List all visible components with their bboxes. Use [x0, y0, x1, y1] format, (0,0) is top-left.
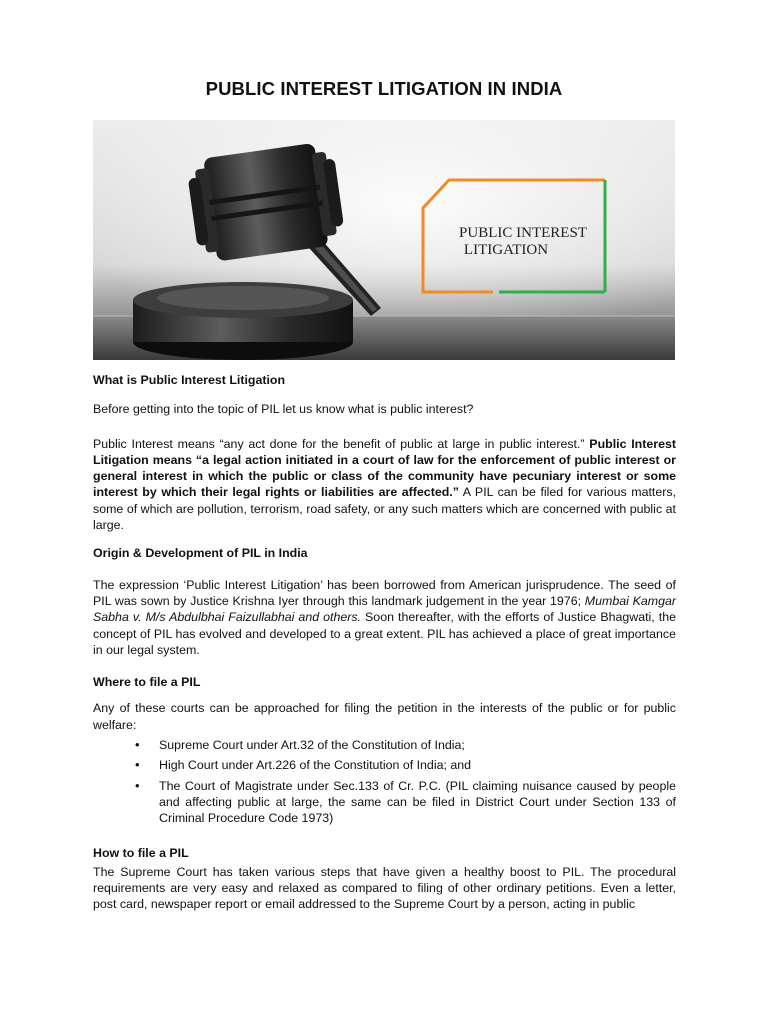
section-heading-origin: Origin & Development of PIL in India — [93, 546, 308, 561]
gavel-head — [185, 140, 346, 264]
section-heading-where-to-file: Where to file a PIL — [93, 675, 201, 690]
text-run: A PIL can be filed for various matters, some of which are pollution, terrorism, road safety, or any such matters which are concerned with public at large. — [93, 485, 676, 533]
court-list — [93, 737, 676, 826]
bold-definition: Public Interest Litigation means “a legal action initiated in a court of law for the enforcement of public interest or general interest in which the public or class of the community have pecuniary interest or some interest by which their legal rights or liabilities are affected.” — [93, 436, 677, 500]
text-run: Public Interest means “any act done for the benefit of public at large in public interest.” — [93, 436, 585, 451]
list-item: • The Court of Magistrate under Sec.133 of Cr. P.C. (PIL claiming nuisance caused by people and affecting public at large, the same can be filed in District Court under Section 133 of Criminal Procedure Code 1973) — [159, 778, 676, 827]
paragraph-intro: Before getting into the topic of PIL let us know what is public interest? — [93, 402, 474, 417]
sound-block — [133, 282, 353, 360]
text-run: The expression ‘Public Interest Litigation’ has been borrowed from American jurisprudence. The seed of PIL was sown by Justice Krishna Iyer through this landmark judgement in the year 1976; — [93, 577, 676, 608]
list-item: • Supreme Court under Art.32 of the Constitution of India; — [159, 737, 676, 753]
hero-title-line2: LITIGATION — [463, 242, 549, 258]
page-title: PUBLIC INTEREST LITIGATION IN INDIA — [205, 78, 563, 99]
paragraph-definition — [93, 436, 676, 534]
hero-title-line1: PUBLIC INTEREST — [459, 225, 587, 241]
paragraph-courts-intro: Any of these courts can be approached for filing the petition in the interests of the public or for public welfare: — [93, 701, 676, 732]
list-item: • High Court under Art.226 of the Constitution of India; and — [159, 757, 676, 773]
section-heading-what-is-pil: What is Public Interest Litigation — [93, 373, 286, 387]
hero-image-gavel — [93, 120, 675, 360]
case-citation: Mumbai Kamgar Sabha v. M/s Abdulbhai Faizullabhai and others. — [93, 593, 676, 625]
article-body — [93, 372, 676, 913]
paragraph-origin — [93, 577, 676, 658]
paragraph-how-to-file: The Supreme Court has taken various steps that have given a healthy boost to PIL. The procedural requirements are very easy and relaxed as compared to filing of other ordinary petitions. Even a letter, post card, newspaper report or email addressed to the Supreme Court by a person, acting in public — [93, 864, 676, 912]
section-heading-how-to-file: How to file a PIL — [93, 845, 189, 860]
text-run: Soon thereafter, with the efforts of Justice Bhagwati, the concept of PIL has evolved and developed to a great extent. PIL has achieved a place of great importance in our legal system. — [93, 610, 677, 657]
